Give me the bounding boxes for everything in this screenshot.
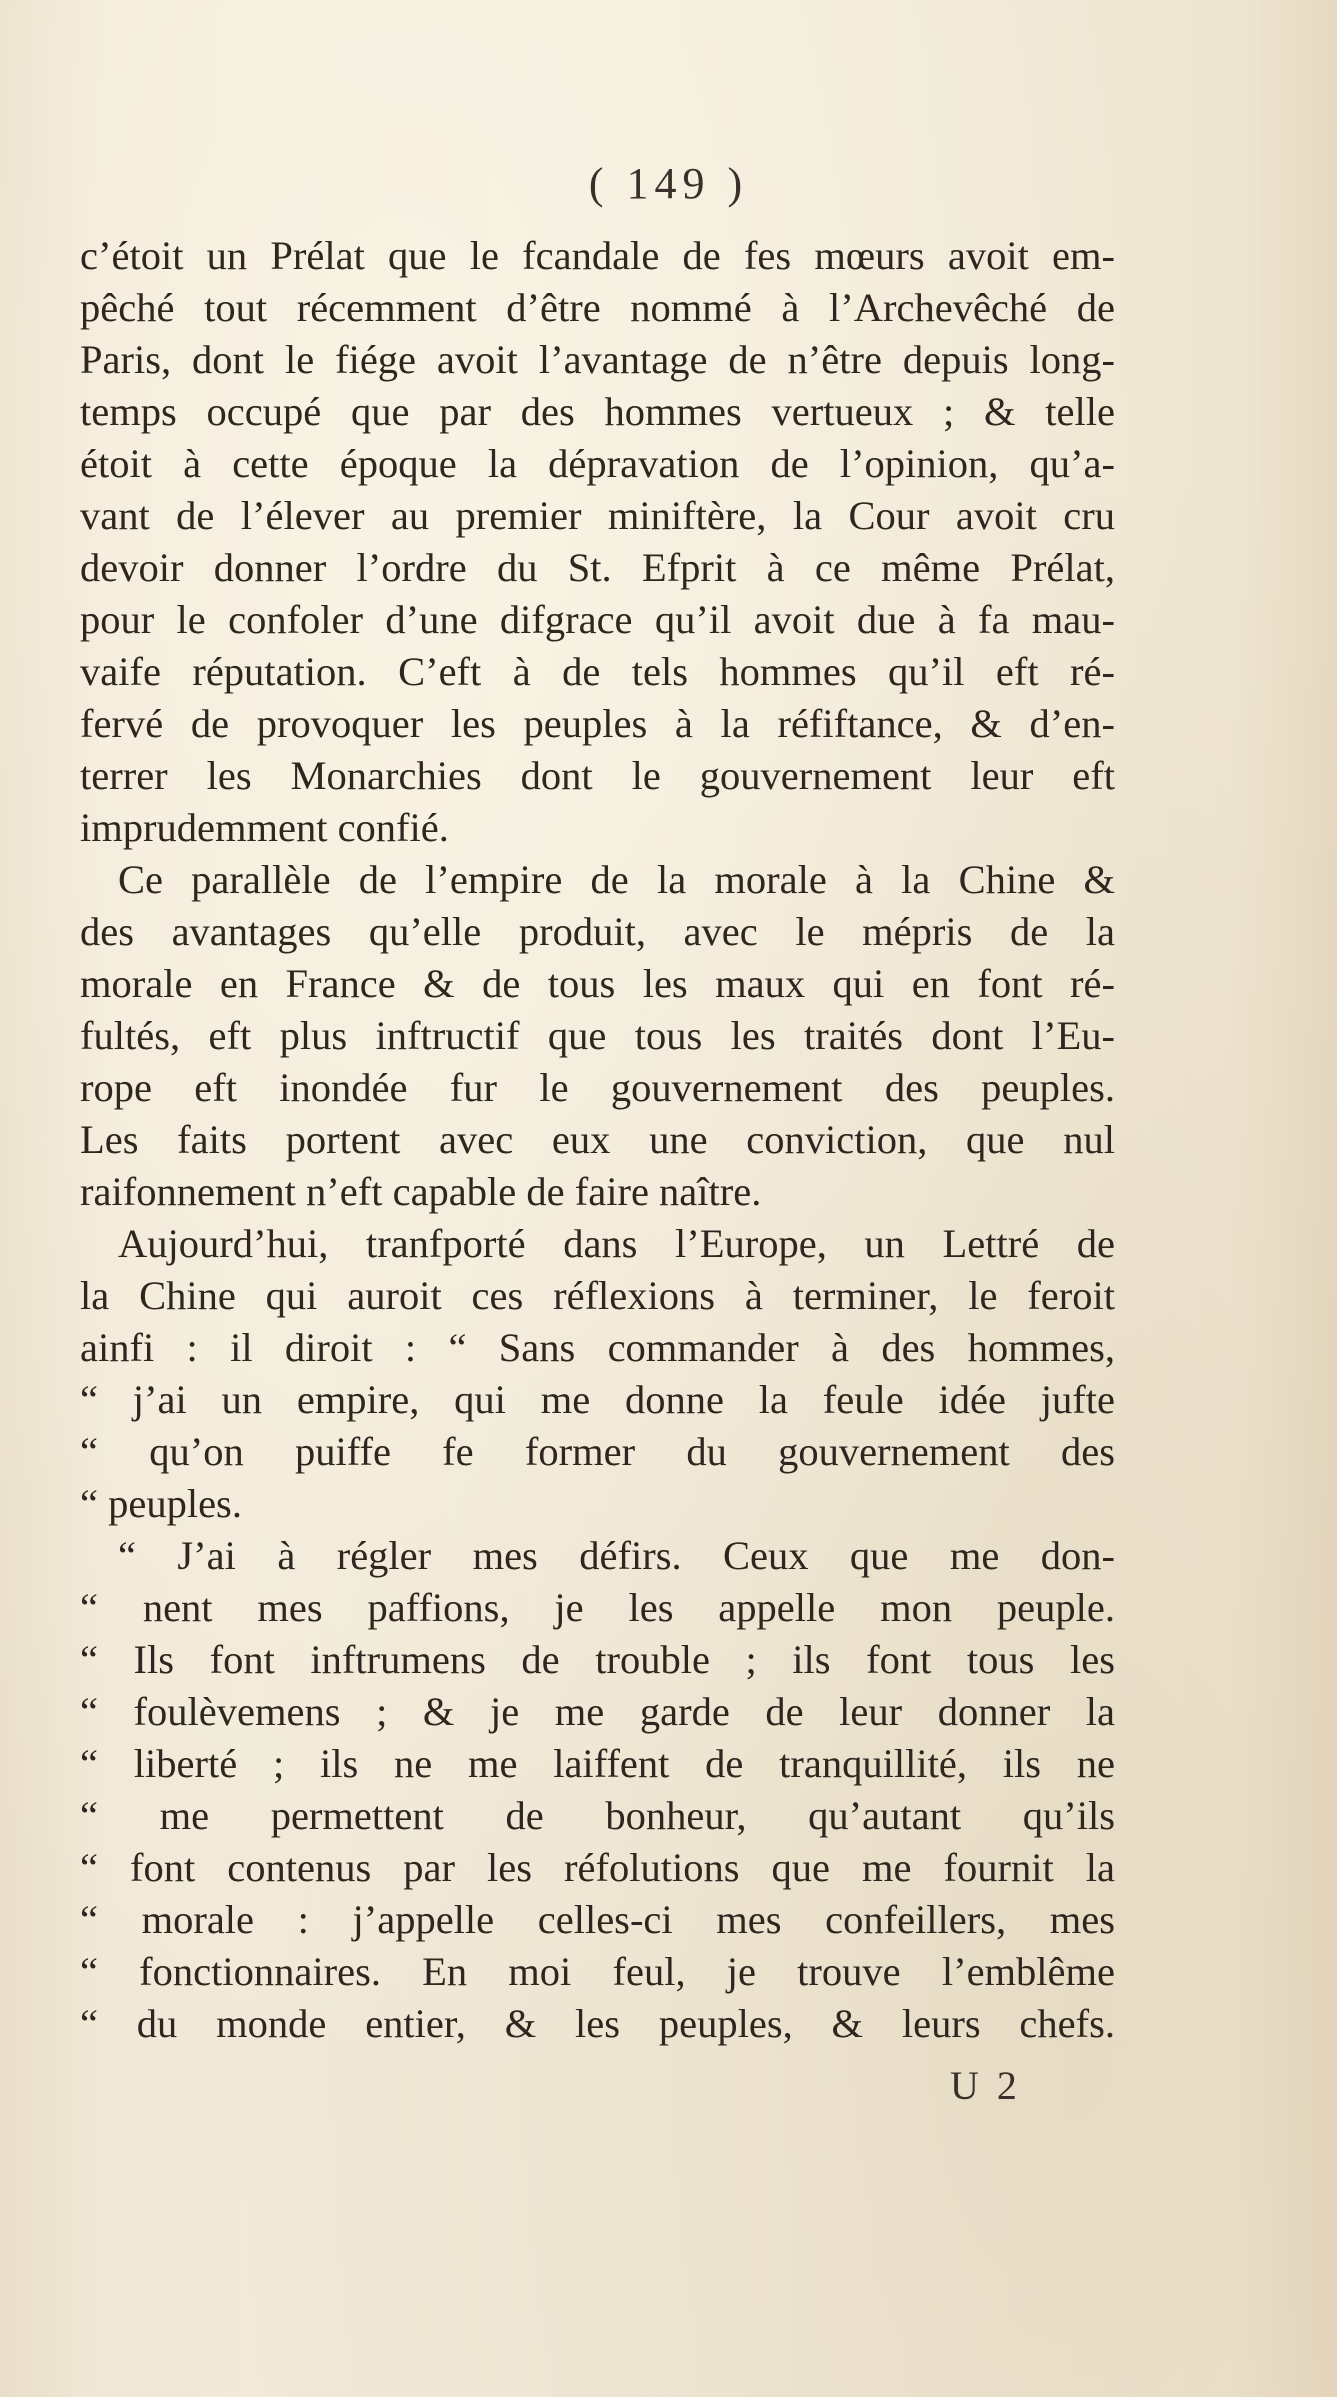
text-line: “ peuples. — [80, 1481, 242, 1526]
text-line: terrer les Monarchies dont le gouvernement leur eft — [80, 753, 1115, 798]
text-line: Paris, dont le fiége avoit l’avantage de n’être depuis long- — [80, 337, 1115, 382]
text-line: pour le confoler d’une difgrace qu’il avoit due à fa mau- — [80, 597, 1115, 642]
text-line: “ me permettent de bonheur, qu’autant qu’ils — [80, 1793, 1115, 1838]
text-line: pêché tout récemment d’être nommé à l’Archevêché de — [80, 285, 1115, 330]
text-line: “ font contenus par les réfolutions que me fournit la — [80, 1845, 1115, 1890]
text-line: rope eft inondée fur le gouvernement des peuples. — [80, 1065, 1115, 1110]
text-line: “ nent mes paffions, je les appelle mon peuple. — [80, 1585, 1115, 1630]
text-line: “ j’ai un empire, qui me donne la feule idée jufte — [80, 1377, 1115, 1422]
text-line: la Chine qui auroit ces réflexions à terminer, le feroit — [80, 1273, 1115, 1318]
text-line: fultés, eft plus inftructif que tous les traités dont l’Eu- — [80, 1013, 1115, 1058]
text-line: Aujourd’hui, tranfporté dans l’Europe, un Lettré de — [118, 1221, 1115, 1266]
text-line: “ du monde entier, & les peuples, & leurs chefs. — [80, 2001, 1115, 2046]
body-text — [80, 230, 1115, 2050]
text-line: ainfi : il diroit : “ Sans commander à des hommes, — [80, 1325, 1115, 1370]
text-line: “ qu’on puiffe fe former du gouvernement des — [80, 1429, 1115, 1474]
text-line: des avantages qu’elle produit, avec le mépris de la — [80, 909, 1115, 954]
text-line: imprudemment confié. — [80, 805, 449, 850]
text-line: étoit à cette époque la dépravation de l’opinion, qu’a- — [80, 441, 1115, 486]
signature-mark: U 2 — [950, 2063, 1021, 2108]
text-line: morale en France & de tous les maux qui en font ré- — [80, 961, 1115, 1006]
text-line: “ J’ai à régler mes défirs. Ceux que me don- — [118, 1533, 1115, 1578]
text-line: “ fonctionnaires. En moi feul, je trouve l’emblême — [80, 1949, 1115, 1994]
text-line: fervé de provoquer les peuples à la réfiftance, & d’en- — [80, 701, 1115, 746]
text-line: “ Ils font inftrumens de trouble ; ils font tous les — [80, 1637, 1115, 1682]
text-line: Ce parallèle de l’empire de la morale à la Chine & — [118, 857, 1115, 902]
text-line: “ liberté ; ils ne me laiffent de tranquillité, ils ne — [80, 1741, 1115, 1786]
text-line: raifonnement n’eft capable de faire naître. — [80, 1169, 762, 1214]
text-line: vaife réputation. C’eft à de tels hommes qu’il eft ré- — [80, 649, 1115, 694]
text-line: “ foulèvemens ; & je me garde de leur donner la — [80, 1689, 1115, 1734]
page-number-header: ( 149 ) — [588, 159, 749, 208]
text-line: temps occupé que par des hommes vertueux ; & telle — [80, 389, 1115, 434]
text-line: “ morale : j’appelle celles-ci mes confeillers, mes — [80, 1897, 1115, 1942]
text-line: c’étoit un Prélat que le fcandale de fes mœurs avoit em- — [80, 233, 1115, 278]
text-line: vant de l’élever au premier miniftère, la Cour avoit cru — [80, 493, 1115, 538]
text-line: Les faits portent avec eux une conviction, que nul — [80, 1117, 1115, 1162]
text-line: devoir donner l’ordre du St. Efprit à ce même Prélat, — [80, 545, 1115, 590]
